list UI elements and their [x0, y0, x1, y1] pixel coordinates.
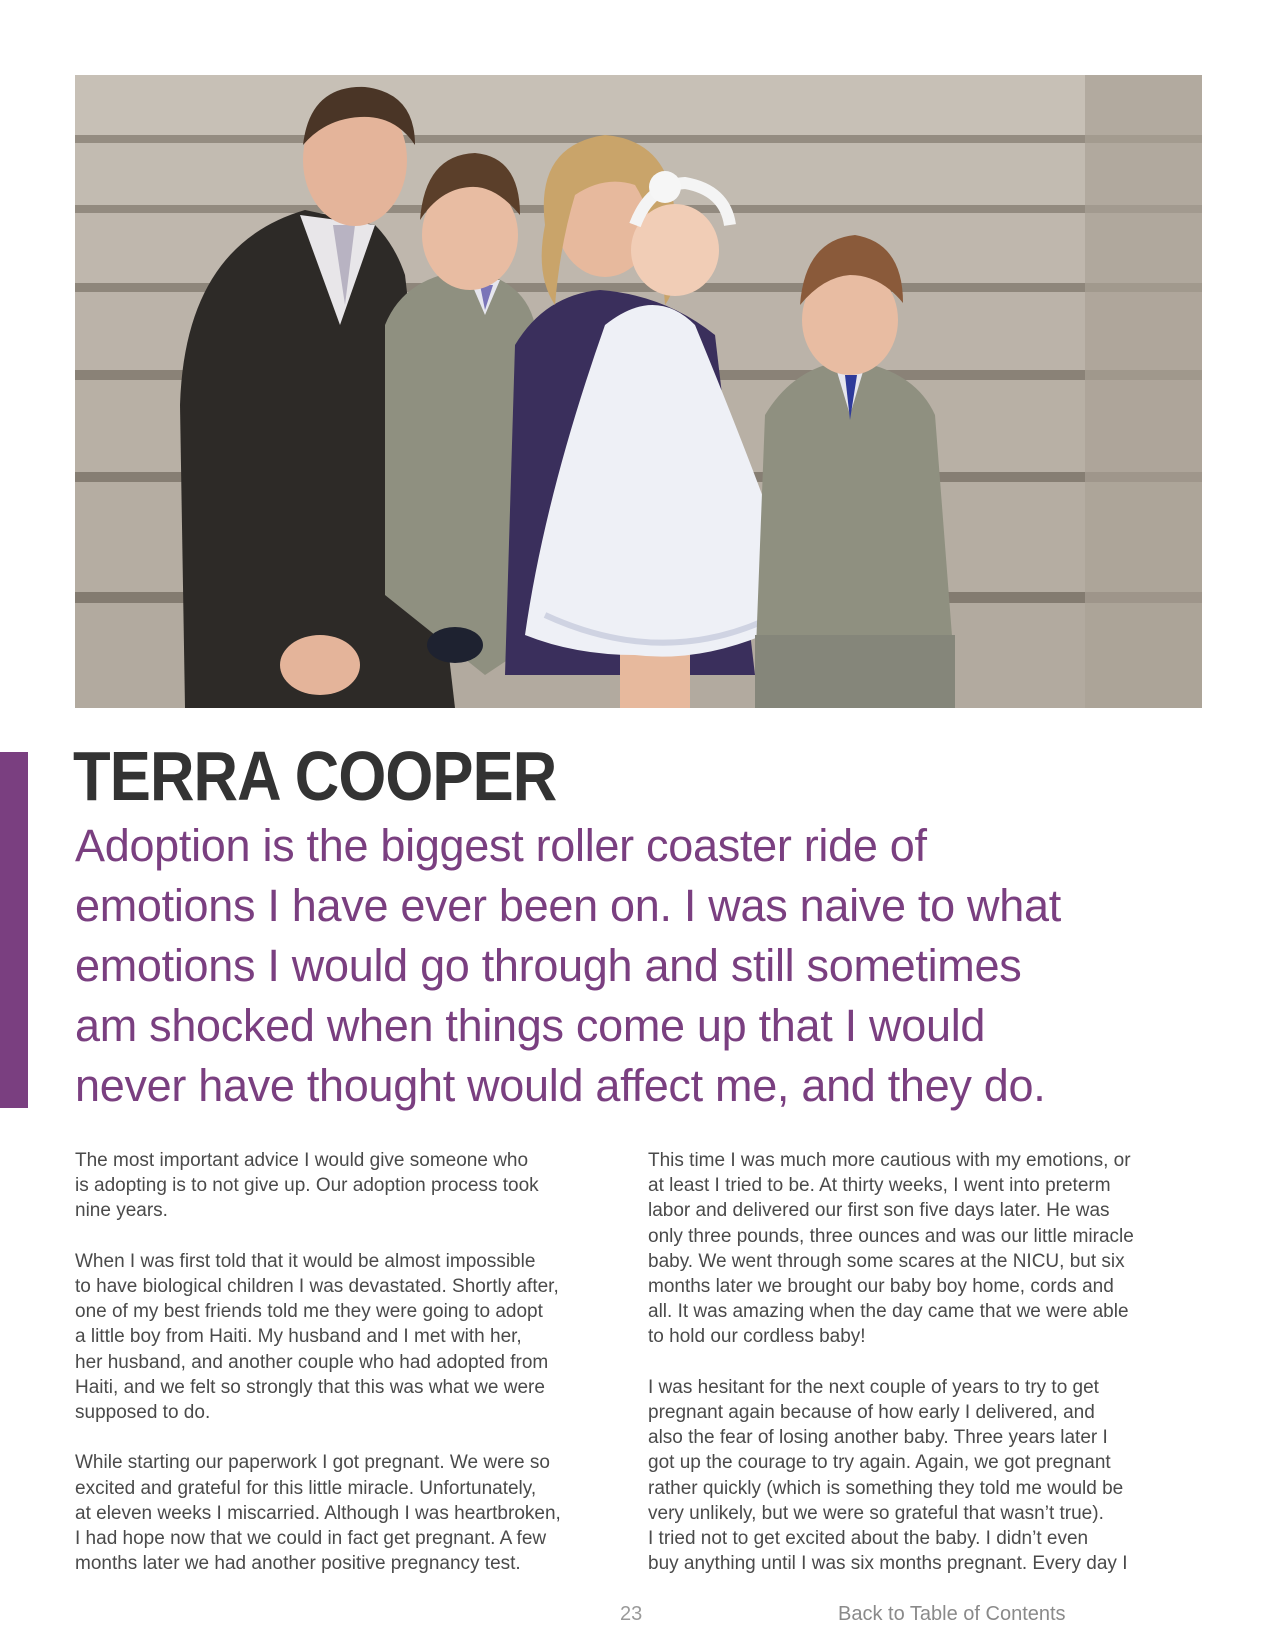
pull-quote — [75, 816, 1215, 1116]
body-line: to have biological children I was devastated. Shortly after, — [75, 1276, 559, 1297]
body-line: a little boy from Haiti. My husband and I met with her, — [75, 1326, 522, 1348]
body-paragraph — [75, 1249, 645, 1425]
body-line: supposed to do. — [75, 1402, 211, 1424]
body-line: I tried not to get excited about the baby. I didn’t even — [648, 1528, 1089, 1550]
body-line: also the fear of losing another baby. Three years later I — [648, 1427, 1108, 1449]
pull-quote-line: never have thought would affect me, and they do. — [75, 1060, 1046, 1111]
pull-quote-line: Adoption is the biggest roller coaster ride of — [75, 820, 927, 871]
body-line: This time I was much more cautious with my emotions, or — [648, 1150, 1131, 1171]
body-line: months later we brought our baby boy home, cords and — [648, 1276, 1114, 1298]
body-line: When I was first told that it would be almost impossible — [75, 1250, 536, 1272]
family-photo-illustration — [75, 75, 1202, 708]
body-line: very unlikely, but we were so grateful that wasn’t true). — [648, 1502, 1104, 1524]
body-line: I was hesitant for the next couple of years to try to get — [648, 1376, 1099, 1398]
body-line: her husband, and another couple who had adopted from — [75, 1351, 549, 1373]
page-number: 23 — [620, 1603, 643, 1625]
body-line: excited and grateful for this little miracle. Unfortunately, — [75, 1477, 537, 1499]
body-line: baby. We went through some scares at the NICU, but six — [648, 1250, 1125, 1272]
body-paragraph — [648, 1148, 1218, 1350]
body-line: I had hope now that we could in fact get pregnant. A few — [75, 1528, 547, 1550]
body-line: only three pounds, three ounces and was our little miracle — [648, 1225, 1134, 1247]
pull-quote-line: am shocked when things come up that I would — [75, 1000, 986, 1051]
body-paragraph — [75, 1450, 645, 1576]
article-title: TERRA COOPER — [73, 737, 557, 815]
body-line: buy anything until I was six months pregnant. Every day I — [648, 1553, 1128, 1575]
pull-quote-line: emotions I have ever been on. I was naive to what — [75, 880, 1061, 931]
body-line: The most important advice I would give someone who — [75, 1150, 529, 1171]
body-line: pregnant again because of how early I delivered, and — [648, 1402, 1095, 1424]
body-line: nine years. — [75, 1200, 168, 1222]
body-paragraph — [75, 1148, 645, 1224]
back-to-toc-link[interactable]: Back to Table of Contents — [838, 1603, 1066, 1625]
body-column-right — [648, 1148, 1218, 1602]
body-line: labor and delivered our first son five days later. He was — [648, 1200, 1110, 1222]
body-column-left — [75, 1148, 645, 1602]
accent-bar — [0, 752, 28, 1108]
family-photo — [75, 75, 1202, 708]
body-line: While starting our paperwork I got pregnant. We were so — [75, 1452, 550, 1474]
pull-quote-line: emotions I would go through and still sometimes — [75, 940, 1022, 991]
body-line: got up the courage to try again. Again, we got pregnant — [648, 1452, 1111, 1474]
body-line: Haiti, and we felt so strongly that this was what we were — [75, 1376, 545, 1398]
body-line: to hold our cordless baby! — [648, 1326, 866, 1348]
body-line: months later we had another positive pregnancy test. — [75, 1553, 521, 1575]
body-line: at least I tried to be. At thirty weeks, I went into preterm — [648, 1175, 1111, 1197]
body-line: is adopting is to not give up. Our adoption process took — [75, 1175, 539, 1197]
body-line: at eleven weeks I miscarried. Although I was heartbroken, — [75, 1502, 561, 1524]
body-line: all. It was amazing when the day came that we were able — [648, 1301, 1129, 1323]
body-line: rather quickly (which is something they told me would be — [648, 1477, 1124, 1499]
body-line: one of my best friends told me they were going to adopt — [75, 1301, 543, 1323]
body-paragraph — [648, 1375, 1218, 1577]
